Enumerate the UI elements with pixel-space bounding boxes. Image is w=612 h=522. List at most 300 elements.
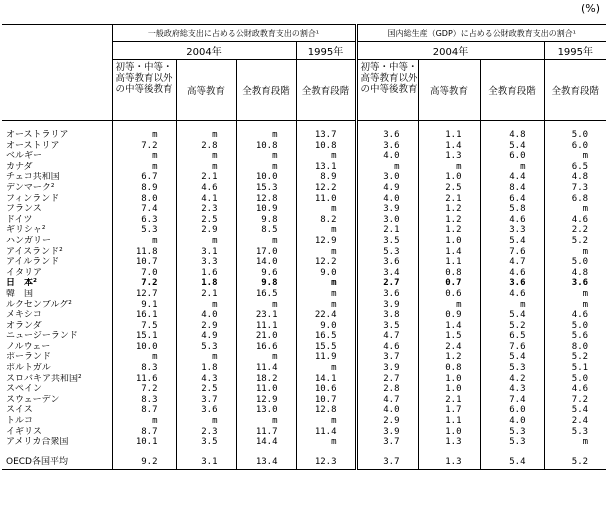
cell-value: m xyxy=(296,416,356,427)
cell-value: 9.6 xyxy=(236,268,296,279)
cell-value: m xyxy=(176,130,236,141)
cell-value: m xyxy=(176,416,236,427)
col-nontertiary-gdp: 初等・中等・高等教育以外の中等後教育 xyxy=(356,60,418,121)
table-row xyxy=(2,236,606,247)
cell-value: 1.2 xyxy=(418,215,480,226)
cell-value: 4.0 xyxy=(356,194,418,205)
cell-value: 4.7 xyxy=(480,257,544,268)
cell-value: 5.4 xyxy=(480,141,544,152)
country-name: アイルランド xyxy=(6,257,60,268)
cell-value: 5.3 xyxy=(112,225,176,236)
table-row xyxy=(2,162,606,173)
cell-value: 11.9 xyxy=(296,352,356,363)
cell-value: 2.1 xyxy=(176,172,236,183)
cell-value: 2.1 xyxy=(176,289,236,300)
cell-value: 10.0 xyxy=(112,342,176,353)
cell-value: 2.7 xyxy=(356,374,418,385)
table-row xyxy=(2,321,606,332)
cell-value: 5.2 xyxy=(544,455,606,470)
cell-value: 1.4 xyxy=(418,247,480,258)
country-name: トルコ xyxy=(6,416,34,427)
country-name: アイスランド² xyxy=(6,246,63,257)
cell-value: 7.2 xyxy=(544,395,606,406)
cell-value: 3.1 xyxy=(176,247,236,258)
cell-value: 16.5 xyxy=(236,289,296,300)
cell-value: 2.8 xyxy=(356,384,418,395)
cell-value: 13.4 xyxy=(236,455,296,470)
cell-value: 4.9 xyxy=(356,183,418,194)
country-name: ルクセンブルグ² xyxy=(6,299,72,310)
table-row xyxy=(2,225,606,236)
cell-value: 7.0 xyxy=(112,268,176,279)
cell-value: 5.4 xyxy=(480,236,544,247)
col-all-gov: 全教育段階 xyxy=(236,60,296,121)
cell-value: 3.6 xyxy=(356,130,418,141)
table-row xyxy=(2,342,606,353)
cell-value: 10.0 xyxy=(236,172,296,183)
cell-value: m xyxy=(112,162,176,173)
table-row xyxy=(2,215,606,226)
cell-value: m xyxy=(236,236,296,247)
cell-value: 3.6 xyxy=(480,278,544,289)
table-row xyxy=(2,278,606,289)
table-row xyxy=(2,374,606,385)
country-name: メキシコ xyxy=(6,310,42,321)
cell-value: m xyxy=(296,289,356,300)
cell-value: 9.8 xyxy=(236,215,296,226)
table-row xyxy=(2,151,606,162)
cell-value: 15.5 xyxy=(296,342,356,353)
cell-value: 4.6 xyxy=(480,289,544,300)
cell-value: 1.2 xyxy=(418,204,480,215)
country-name: OECD各国平均 xyxy=(2,455,112,470)
cell-value: 5.0 xyxy=(544,257,606,268)
header-gdp-share: 国内総生産（GDP）に占める公財政教育支出の割合¹ xyxy=(356,25,606,42)
cell-value: 14.0 xyxy=(236,257,296,268)
cell-value: 2.1 xyxy=(356,225,418,236)
table-row xyxy=(2,183,606,194)
cell-value: m xyxy=(236,352,296,363)
cell-value: 6.3 xyxy=(112,215,176,226)
cell-value: 2.3 xyxy=(176,427,236,438)
table-row xyxy=(2,204,606,215)
country-name: スイス xyxy=(6,405,33,416)
cell-value: 5.3 xyxy=(356,247,418,258)
country-name: フィンランド xyxy=(6,193,60,204)
country-name: ハンガリー xyxy=(6,235,52,246)
cell-value: 15.1 xyxy=(112,331,176,342)
cell-value: m xyxy=(112,416,176,427)
cell-value: 5.3 xyxy=(480,437,544,448)
cell-value: 4.0 xyxy=(356,405,418,416)
cell-value: 0.9 xyxy=(418,310,480,321)
cell-value: 3.8 xyxy=(356,310,418,321)
cell-value: m xyxy=(544,247,606,258)
cell-value: m xyxy=(296,300,356,311)
cell-value: 11.8 xyxy=(112,247,176,258)
cell-value: 11.6 xyxy=(112,374,176,385)
cell-value: 3.9 xyxy=(356,363,418,374)
cell-value: 1.1 xyxy=(418,130,480,141)
cell-value: 3.3 xyxy=(176,257,236,268)
cell-value: 14.4 xyxy=(236,437,296,448)
table-row xyxy=(2,363,606,374)
table-row xyxy=(2,172,606,183)
cell-value: 2.8 xyxy=(176,141,236,152)
table-row xyxy=(2,310,606,321)
country-name: イタリア xyxy=(6,267,43,278)
cell-value: 3.9 xyxy=(356,300,418,311)
header-year-1995-gov: 1995年 xyxy=(296,42,356,60)
cell-value: m xyxy=(236,130,296,141)
cell-value: 8.0 xyxy=(544,342,606,353)
cell-value: 12.2 xyxy=(296,257,356,268)
cell-value: 6.7 xyxy=(112,172,176,183)
country-name: チェコ共和国 xyxy=(6,172,60,183)
cell-value: 5.2 xyxy=(544,352,606,363)
cell-value: 5.4 xyxy=(544,405,606,416)
cell-value: 1.0 xyxy=(418,384,480,395)
cell-value: 5.2 xyxy=(544,236,606,247)
cell-value: m xyxy=(176,236,236,247)
country-name: オランダ xyxy=(6,320,42,331)
cell-value: 4.0 xyxy=(176,310,236,321)
table-row xyxy=(2,194,606,205)
cell-value: 8.7 xyxy=(112,405,176,416)
cell-value: 5.2 xyxy=(480,321,544,332)
cell-value: 1.6 xyxy=(176,268,236,279)
cell-value: 4.6 xyxy=(480,215,544,226)
cell-value: 3.7 xyxy=(176,395,236,406)
cell-value: 2.4 xyxy=(544,416,606,427)
cell-value: 7.2 xyxy=(112,141,176,152)
cell-value: 4.2 xyxy=(480,374,544,385)
cell-value: 4.7 xyxy=(356,331,418,342)
unit-label: (%) xyxy=(580,2,600,15)
cell-value: 3.0 xyxy=(356,215,418,226)
table-row xyxy=(2,405,606,416)
cell-value: 12.3 xyxy=(296,455,356,470)
cell-value: 4.3 xyxy=(176,374,236,385)
cell-value: 3.9 xyxy=(356,427,418,438)
table-row xyxy=(2,289,606,300)
header-year-2004-gdp: 2004年 xyxy=(356,42,544,60)
cell-value: 12.2 xyxy=(296,183,356,194)
cell-value: 6.5 xyxy=(480,331,544,342)
cell-value: m xyxy=(176,162,236,173)
cell-value: 1.3 xyxy=(418,455,480,470)
cell-value: 5.4 xyxy=(480,455,544,470)
cell-value: 8.9 xyxy=(296,172,356,183)
cell-value: 16.6 xyxy=(236,342,296,353)
cell-value: 14.1 xyxy=(296,374,356,385)
cell-value: 10.8 xyxy=(236,141,296,152)
header-year-2004-gov: 2004年 xyxy=(112,42,296,60)
table-row xyxy=(2,384,606,395)
cell-value: 8.9 xyxy=(112,183,176,194)
cell-value: 1.3 xyxy=(418,151,480,162)
cell-value: m xyxy=(544,204,606,215)
cell-value: 5.0 xyxy=(544,374,606,385)
cell-value: 8.3 xyxy=(112,395,176,406)
cell-value: 5.4 xyxy=(480,352,544,363)
country-name: オーストリア xyxy=(6,140,60,151)
cell-value: 3.9 xyxy=(356,204,418,215)
cell-value: 2.9 xyxy=(356,416,418,427)
cell-value: m xyxy=(296,225,356,236)
cell-value: 4.8 xyxy=(544,268,606,279)
cell-value: 4.8 xyxy=(480,130,544,141)
cell-value: 2.1 xyxy=(418,194,480,205)
cell-value: 4.1 xyxy=(176,194,236,205)
col-all-1995-gdp: 全教育段階 xyxy=(544,60,606,121)
cell-value: m xyxy=(418,162,480,173)
col-all-gdp: 全教育段階 xyxy=(480,60,544,121)
cell-value: 17.0 xyxy=(236,247,296,258)
average-row xyxy=(2,455,606,470)
cell-value: 2.7 xyxy=(356,278,418,289)
cell-value: m xyxy=(544,151,606,162)
cell-value: 1.4 xyxy=(418,141,480,152)
cell-value: 3.7 xyxy=(356,455,418,470)
cell-value: 6.0 xyxy=(544,141,606,152)
cell-value: 7.3 xyxy=(544,183,606,194)
cell-value: 22.4 xyxy=(296,310,356,321)
cell-value: 12.8 xyxy=(296,405,356,416)
cell-value: m xyxy=(356,162,418,173)
cell-value: 1.7 xyxy=(418,405,480,416)
cell-value: 11.0 xyxy=(236,384,296,395)
cell-value: 23.1 xyxy=(236,310,296,321)
cell-value: 8.3 xyxy=(112,363,176,374)
cell-value: 4.6 xyxy=(480,268,544,279)
country-name: オーストラリア xyxy=(6,130,69,140)
cell-value: m xyxy=(418,300,480,311)
cell-value: m xyxy=(296,151,356,162)
cell-value: m xyxy=(296,278,356,289)
country-name: スウェーデン xyxy=(6,394,60,405)
cell-value: 1.0 xyxy=(418,236,480,247)
cell-value: 1.8 xyxy=(176,363,236,374)
table-row xyxy=(2,352,606,363)
cell-value: 10.1 xyxy=(112,437,176,448)
country-name: フランス xyxy=(6,204,42,215)
country-name: 韓 国 xyxy=(6,288,34,299)
cell-value: 3.6 xyxy=(356,257,418,268)
cell-value: 16.5 xyxy=(296,331,356,342)
cell-value: 6.8 xyxy=(544,194,606,205)
cell-value: 5.0 xyxy=(544,130,606,141)
cell-value: 1.4 xyxy=(418,321,480,332)
country-name: イギリス xyxy=(6,426,42,437)
cell-value: 9.8 xyxy=(236,278,296,289)
cell-value: 7.2 xyxy=(112,384,176,395)
cell-value: 7.6 xyxy=(480,247,544,258)
cell-value: 3.6 xyxy=(544,278,606,289)
cell-value: 4.9 xyxy=(176,331,236,342)
cell-value: 13.0 xyxy=(236,405,296,416)
cell-value: 2.9 xyxy=(176,321,236,332)
cell-value: 9.1 xyxy=(112,300,176,311)
cell-value: 11.4 xyxy=(236,363,296,374)
cell-value: 7.6 xyxy=(480,342,544,353)
cell-value: 4.8 xyxy=(544,172,606,183)
cell-value: m xyxy=(112,352,176,363)
cell-value: 4.6 xyxy=(544,215,606,226)
cell-value: 8.4 xyxy=(480,183,544,194)
education-expenditure-table xyxy=(2,24,606,470)
cell-value: m xyxy=(296,437,356,448)
country-name: 日 本² xyxy=(6,278,37,289)
cell-value: 2.1 xyxy=(418,395,480,406)
table-row xyxy=(2,141,606,152)
cell-value: m xyxy=(176,352,236,363)
cell-value: 11.4 xyxy=(296,427,356,438)
cell-value: 9.2 xyxy=(112,455,176,470)
country-name: ギリシャ² xyxy=(6,225,46,236)
cell-value: m xyxy=(236,300,296,311)
cell-value: m xyxy=(236,162,296,173)
cell-value: 8.7 xyxy=(112,427,176,438)
cell-value: 5.3 xyxy=(544,427,606,438)
cell-value: 18.2 xyxy=(236,374,296,385)
cell-value: 10.8 xyxy=(296,141,356,152)
cell-value: 12.7 xyxy=(112,289,176,300)
cell-value: 2.5 xyxy=(176,215,236,226)
table-row xyxy=(2,416,606,427)
cell-value: 8.0 xyxy=(112,194,176,205)
cell-value: 6.5 xyxy=(544,162,606,173)
cell-value: 12.9 xyxy=(236,395,296,406)
cell-value: 5.1 xyxy=(544,363,606,374)
cell-value: m xyxy=(176,151,236,162)
cell-value: 10.6 xyxy=(296,384,356,395)
cell-value: 1.5 xyxy=(418,331,480,342)
cell-value: 7.4 xyxy=(112,204,176,215)
cell-value: m xyxy=(296,247,356,258)
cell-value: 2.3 xyxy=(176,204,236,215)
cell-value: m xyxy=(296,363,356,374)
cell-value: 5.3 xyxy=(176,342,236,353)
cell-value: 1.1 xyxy=(418,416,480,427)
cell-value: 0.7 xyxy=(418,278,480,289)
cell-value: 4.4 xyxy=(480,172,544,183)
col-tertiary-gdp: 高等教育 xyxy=(418,60,480,121)
cell-value: 7.5 xyxy=(112,321,176,332)
cell-value: 3.7 xyxy=(356,352,418,363)
cell-value: m xyxy=(176,300,236,311)
country-name: アメリカ合衆国 xyxy=(6,437,69,448)
cell-value: 1.2 xyxy=(418,352,480,363)
cell-value: m xyxy=(296,204,356,215)
cell-value: 12.9 xyxy=(296,236,356,247)
table-row xyxy=(2,257,606,268)
country-name: ニュージーランド xyxy=(6,331,78,342)
cell-value: 3.3 xyxy=(480,225,544,236)
cell-value: 0.8 xyxy=(418,268,480,279)
cell-value: 1.2 xyxy=(418,225,480,236)
cell-value: 1.1 xyxy=(418,257,480,268)
cell-value: 5.3 xyxy=(480,427,544,438)
cell-value: 2.5 xyxy=(176,384,236,395)
cell-value: 4.0 xyxy=(480,416,544,427)
cell-value: 4.6 xyxy=(544,384,606,395)
cell-value: 2.4 xyxy=(418,342,480,353)
cell-value: 3.7 xyxy=(356,437,418,448)
cell-value: 2.2 xyxy=(544,225,606,236)
cell-value: 4.3 xyxy=(480,384,544,395)
cell-value: 2.9 xyxy=(176,225,236,236)
cell-value: 3.0 xyxy=(356,172,418,183)
table-row xyxy=(2,130,606,141)
country-name: カナダ xyxy=(6,161,33,172)
cell-value: m xyxy=(544,300,606,311)
table-row xyxy=(2,395,606,406)
cell-value: 3.5 xyxy=(356,321,418,332)
cell-value: 8.5 xyxy=(236,225,296,236)
cell-value: 11.7 xyxy=(236,427,296,438)
cell-value: 13.1 xyxy=(296,162,356,173)
cell-value: 7.4 xyxy=(480,395,544,406)
cell-value: 0.6 xyxy=(418,289,480,300)
cell-value: m xyxy=(112,151,176,162)
cell-value: 5.4 xyxy=(480,310,544,321)
cell-value: 6.0 xyxy=(480,405,544,416)
cell-value: 5.6 xyxy=(544,331,606,342)
col-all-1995-gov: 全教育段階 xyxy=(296,60,356,121)
cell-value: 15.3 xyxy=(236,183,296,194)
cell-value: 9.0 xyxy=(296,268,356,279)
cell-value: 11.0 xyxy=(296,194,356,205)
table-row xyxy=(2,427,606,438)
col-tertiary-gov: 高等教育 xyxy=(176,60,236,121)
country-name: スロバキア共和国² xyxy=(6,373,82,384)
cell-value: 3.1 xyxy=(176,455,236,470)
country-name: ベルギー xyxy=(6,151,43,162)
cell-value: 13.7 xyxy=(296,130,356,141)
cell-value: m xyxy=(480,300,544,311)
country-name: デンマーク² xyxy=(6,182,55,193)
cell-value: 4.7 xyxy=(356,395,418,406)
cell-value: 12.8 xyxy=(236,194,296,205)
col-nontertiary-gov: 初等・中等・高等教育以外の中等後教育 xyxy=(112,60,176,121)
table-row xyxy=(2,331,606,342)
cell-value: m xyxy=(112,236,176,247)
country-name: ドイツ xyxy=(6,214,33,225)
cell-value: m xyxy=(236,151,296,162)
cell-value: m xyxy=(236,416,296,427)
header-gov-spending: 一般政府総支出に占める公財政教育支出の割合¹ xyxy=(112,25,356,42)
cell-value: 11.1 xyxy=(236,321,296,332)
cell-value: 10.9 xyxy=(236,204,296,215)
cell-value: 1.0 xyxy=(418,374,480,385)
cell-value: 5.8 xyxy=(480,204,544,215)
table-row xyxy=(2,247,606,258)
cell-value: 1.3 xyxy=(418,437,480,448)
cell-value: 8.2 xyxy=(296,215,356,226)
country-name: ノルウェー xyxy=(6,341,51,352)
cell-value: m xyxy=(544,437,606,448)
cell-value: 10.7 xyxy=(296,395,356,406)
cell-value: 4.6 xyxy=(356,342,418,353)
cell-value: m xyxy=(480,162,544,173)
country-name: ポルトガル xyxy=(6,363,51,374)
cell-value: 7.2 xyxy=(112,278,176,289)
country-name: スペイン xyxy=(6,384,43,395)
table-row xyxy=(2,437,606,448)
cell-value: 10.7 xyxy=(112,257,176,268)
cell-value: 9.0 xyxy=(296,321,356,332)
